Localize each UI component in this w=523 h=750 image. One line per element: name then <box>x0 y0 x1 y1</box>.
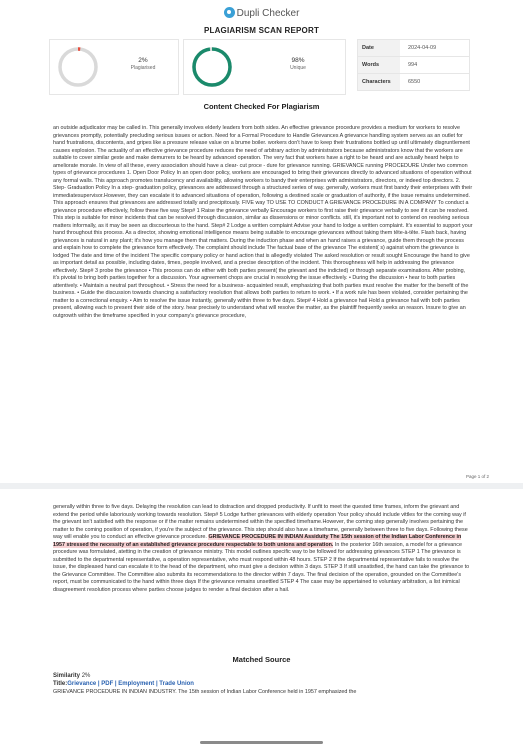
unique-ring <box>190 45 234 89</box>
matched-snippet: GRIEVANCE PROCEDURE IN INDIAN INDUSTRY. The 15th session of Indian Labor Conference held in 1957 emphasized the <box>53 689 357 695</box>
similarity-line <box>53 673 473 679</box>
matched-highlight[interactable]: GRIEVANCE PROCEDURE IN INDIAN Assiduity The 15th session of the Indian Labor Conference in 1957 stressed the necessity of an established grievance procedure respectable to both unions and operation. <box>53 534 462 548</box>
report-page-2 <box>0 489 523 750</box>
report-stats-table <box>357 39 470 91</box>
unique-score-card <box>183 39 346 95</box>
plagiarised-score-card <box>49 39 179 95</box>
stat-value: 6550 <box>408 79 421 85</box>
checked-content-text: an outside adjudicator may be called in. This generally involves elderly leaders from both sides. An effective grievance procedure provides a medium for workers to resolve grievances promptly, potentially precluding serious issues or action. Need for a Formal Procedure to Handle Grievances A grievance handling system serves as an outlet for hand frustrations, discontents, and gripes like a pressure release value on a brume boiler. workers don't have to keep their frustrations bottled up until ultimately disgruntlement causes explosion. The actuality of an effective grievance procedure reduces the need of arbitrary action by administrators because administrators know that the workers are suitable to cover similar geste and make demurrers to be heard by advanced operation. The very fact that workers have a right to be heard and are actually heard helps to ameliorate morale. In view of all these, every association should have a clear- cut proce - dure for grievance running. GRIEVANCE running PROCEDURE Under two common types of grievance procedures 1. Open Door Policy In an open door policy, workers are encouraged to bring their grievances directly to advanced situations of operation without any formal walls. This approach promotes translucency and availability, allowing workers to bandy their enterprises with administrators, directors, or indeed top directors. 2. Step- Graduation Policy In a step- graduation policy, grievances are addressed through a structured series of way. generally, workers must first bandy their enterprises with their immediatesupervisor.However, they can escalate it to advanced situations of operation, following a destined scale or graduation of authority, if the issue remains undetermined. This approach ensures that grievances are addressed totally and precipitously. FIVE way TO USE TO CONDUCT A GRIEVANCE PROCEDURE IN A COMPANY To conduct a grievance procedure effectively, follow these five way Step# 1 Raise the grievance verbally Encourage workers to first raise their grievance verbally to see if it can be resolved. This step is suitable for minor incidents that can be resolved through discussion, similar as dissensions or minor conflicts. still, it's important not to contend on resolving serious matters informally, as it may be seen as discourteous to the hand. Step# 2 Lodge a written complaint Advise your hand to lodge a written complaint. It's essential to support your hand throughout this process. As a director, showing emotional intelligence means being suitable to encourage grievances without taking them tête-à-tête. Flash back, having grievances is natural in any plant; it's how you manage them that matters. During the induction phase and when an hand raises a grievance, guide them through the process and explain how to complete the grievance form effectively. The complaint should include The factual base of the grievance The existent( s) against whom the grievance is lodged The date and time of the incident The specific company policy or hand action that is allegedly violated The asked resolution or result sought Encourage the hand to give as important detail as possible, including dates, times, people involved, and a precise description of the incident. This thoroughness will help in addressing the grievance effectively. Step# 3 probe the grievance • This process can do either with both parties present( the grievant and the indicted) or through separate examinations. After probing, it's pivotal to bring both parties together for a discussion. Your agreement chops are crucial in resolving the issue effectively. • During the discussion • hear to both parties attentively. • Maintain a neutral part throughout. • Stress the need for a business- acquainted result, emphasizing that both parties must resolve the matter for the benefit of the business. • Guide the discussion towards chancing a satisfactory resolution that allows both parties to return to work. • If a work rule has been violated, consider pertaining the matter to a correctional enquiry. • Aim to resolve the issue instantly, generally within three to five days. Step# 4 Hold a grievance hail Hold a grievance hail with both parties present, allowing each to present their side of the story. hear precisely to understand what will resolve the matter, as the plaintiff frequently seeks an reason. Insure to give an outgrowth within the timeframe specified in your company's grievance procedure, <box>53 125 473 319</box>
brand-logo[interactable] <box>0 7 523 19</box>
stat-key: Words <box>358 57 400 73</box>
brand-name: Dupli Checker <box>236 8 300 19</box>
checked-content-continued <box>53 504 473 594</box>
unique-ring-arc <box>194 49 230 85</box>
unique-value: 98% <box>291 57 305 64</box>
stat-value: 2024-04-09 <box>408 45 437 51</box>
plagiarised-value: 2% <box>138 57 148 64</box>
content-checked-title: Content Checked For Plagiarism <box>203 102 320 111</box>
content-text: In the posterior 16th session, a model for a grievance procedure was formulated, atetting in the creation of grievance ministry. This model outlines specific way to be followed for addressing grievances STEP 1 The grievance is submitted to the departmental representative, a operation representative, who must respond within 48 hours. STEP 2 If the departmental representative fails to resolve the issue, the displeased hand can escalate it to the head of the department, who must give a decision within 3 days. STEP 3 If still unsatisfied, the hand can take the grievance to the Grievance Committee. The Committee also submits its recommendations to the director within 7 days. The final decision of the operation, grounded on the Committee's report, must be communicated to the hand within three days If the grievance remains unsettled STEP 4 The case may be appertained to voluntary arbitration, a list inimical disagreement resolution process where parties choose judges to render a final decision after a hail. <box>53 541 470 593</box>
report-title: PLAGIARISM SCAN REPORT <box>203 26 320 35</box>
matched-source-entry <box>53 673 473 695</box>
stat-value: 994 <box>408 62 418 68</box>
logo-icon <box>224 7 235 18</box>
matched-source-title: Matched Source <box>232 655 291 664</box>
plagiarised-ring <box>56 45 100 89</box>
plagiarised-ring-track <box>60 49 96 85</box>
stat-row-date <box>357 39 470 56</box>
unique-label: Unique <box>290 65 306 71</box>
horizontal-scrollbar[interactable] <box>200 741 323 744</box>
plagiarised-percent <box>113 57 173 71</box>
page-number: Page 1 of 2 <box>465 474 489 479</box>
similarity-value: 2% <box>81 673 91 679</box>
content-text: generally within three to five days. Delaying the resolution can lead to distraction and dropped productivity. If unfit to meet the quested time frames, inform the grievant and extend the period while laboriously working towards resolution. Step# 5 Lodge further grievances with elderly operation Your policy should include vittles for the coming way if the grievant isn't satisfied with the response or if the matter remains undetermined within the specified timeframe.However, the coming step generally involves pertaining the matter to the coming position of operation, if you're the subject of the grievance. This step should also have a timeframe, generally between three to five days. Following these way will enable you to conduct an effective grievance procedure. <box>53 504 468 540</box>
matched-source-link[interactable]: Grievance | PDF | Employment | Trade Union <box>67 681 194 687</box>
stat-key: Characters <box>358 74 400 90</box>
plagiarised-label: Plagiarised <box>130 65 156 71</box>
stat-key: Date <box>358 40 400 56</box>
title-label: Title: <box>53 681 68 687</box>
similarity-label: Similarity <box>53 673 81 679</box>
title-line <box>53 681 473 687</box>
stat-row-characters <box>357 73 470 91</box>
unique-percent <box>268 57 328 71</box>
stat-row-words <box>357 56 470 73</box>
